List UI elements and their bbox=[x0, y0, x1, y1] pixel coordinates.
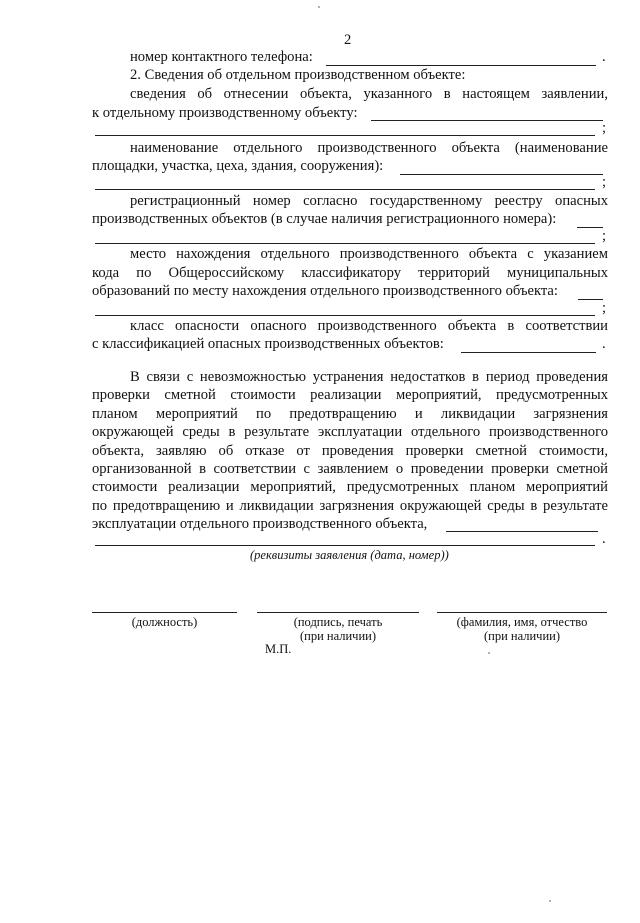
field-3-label-line-2: производственных объектов (в случае наличия регистрационного номера): bbox=[92, 211, 557, 227]
refusal-paragraph-line-1: В связи с невозможностью устранения недостатков в период проведения bbox=[130, 369, 608, 385]
field-2-answer-line[interactable] bbox=[95, 189, 595, 190]
field-4-label-line-3: образований по месту нахождения отдельного производственного объекта: bbox=[92, 283, 558, 299]
page-number: 2 bbox=[344, 32, 352, 48]
field-1-semicolon: ; bbox=[602, 120, 607, 136]
sign-caption-line-1: (подпись, печать bbox=[293, 615, 383, 629]
section-title: 2. Сведения об отдельном производственном объекте: bbox=[130, 67, 466, 83]
refusal-paragraph-line-4: окружающей среды в результате эксплуатации отдельного производственного bbox=[92, 424, 608, 440]
refusal-paragraph-line-8: по предотвращению и ликвидации загрязнения окружающей среды в результате bbox=[92, 498, 608, 514]
field-5-label-line-1: класс опасности опасного производственного объекта в соответствии bbox=[130, 318, 608, 334]
sign-caption-line-2: (при наличии) bbox=[299, 629, 377, 643]
requisites-caption: (реквизиты заявления (дата, номер)) bbox=[250, 548, 449, 562]
refusal-paragraph-line-9: эксплуатации отдельного производственного объекта, bbox=[92, 516, 428, 532]
field-1-label-line-1: сведения об отнесении объекта, указанного в настоящем заявлении, bbox=[130, 86, 608, 102]
scan-speck bbox=[318, 6, 320, 8]
refusal-paragraph-line-3: планом мероприятий по предотвращению и ликвидации загрязнения bbox=[92, 406, 608, 422]
field-5-inline-line[interactable] bbox=[461, 352, 596, 353]
requisites-period: . bbox=[602, 531, 606, 547]
field-2-label-line-1: наименование отдельного производственного объекта (наименование bbox=[130, 140, 608, 156]
field-4-label-line-2: кода по Общероссийскому классификатору территорий муниципальных bbox=[92, 265, 608, 281]
field-1-inline-line[interactable] bbox=[371, 120, 603, 121]
refusal-paragraph-line-2: проверки сметной стоимости реализации мероприятий, предусмотренных bbox=[92, 387, 608, 403]
scan-speck bbox=[488, 652, 490, 654]
refusal-paragraph-line-5: объекта, заявляю об отказе от проведения проверки сметной стоимости, bbox=[92, 443, 608, 459]
stamp-placeholder: М.П. bbox=[265, 642, 292, 656]
field-3-inline-line[interactable] bbox=[577, 227, 603, 228]
field-3-label-line-1: регистрационный номер согласно государственному реестру опасных bbox=[130, 193, 608, 209]
field-2-label-line-2: площадки, участка, цеха, здания, сооружения): bbox=[92, 158, 384, 174]
contact-phone-period: . bbox=[602, 49, 606, 65]
requisites-inline-line[interactable] bbox=[446, 531, 598, 532]
name-caption-line-1: (фамилия, имя, отчество bbox=[456, 615, 588, 629]
name-signature-line[interactable] bbox=[437, 612, 607, 613]
field-5-label-line-2: с классификацией опасных производственных объектов: bbox=[92, 336, 444, 352]
refusal-paragraph-line-6: организованной в соответствии с заявлением о проведении проверки сметной bbox=[92, 461, 608, 477]
field-3-semicolon: ; bbox=[602, 228, 607, 244]
field-1-label-line-2: к отдельному производственному объекту: bbox=[92, 105, 358, 121]
field-4-inline-line[interactable] bbox=[578, 299, 603, 300]
contact-phone-field-line[interactable] bbox=[326, 65, 596, 66]
position-caption: (должность) bbox=[131, 615, 198, 629]
position-signature-line[interactable] bbox=[92, 612, 237, 613]
contact-phone-label: номер контактного телефона: bbox=[130, 49, 313, 65]
field-3-answer-line[interactable] bbox=[95, 243, 595, 244]
refusal-paragraph-line-7: стоимости реализации мероприятий, предусмотренных планом мероприятий bbox=[92, 479, 608, 495]
field-4-semicolon: ; bbox=[602, 300, 607, 316]
field-4-answer-line[interactable] bbox=[95, 315, 595, 316]
field-2-semicolon: ; bbox=[602, 174, 607, 190]
field-4-label-line-1: место нахождения отдельного производственного объекта с указанием bbox=[130, 246, 608, 262]
field-5-period: . bbox=[602, 336, 606, 352]
sign-signature-line[interactable] bbox=[257, 612, 419, 613]
scan-speck bbox=[549, 900, 551, 902]
name-caption-line-2: (при наличии) bbox=[483, 629, 561, 643]
field-1-answer-line[interactable] bbox=[95, 135, 595, 136]
requisites-answer-line[interactable] bbox=[95, 545, 595, 546]
field-2-inline-line[interactable] bbox=[400, 174, 603, 175]
